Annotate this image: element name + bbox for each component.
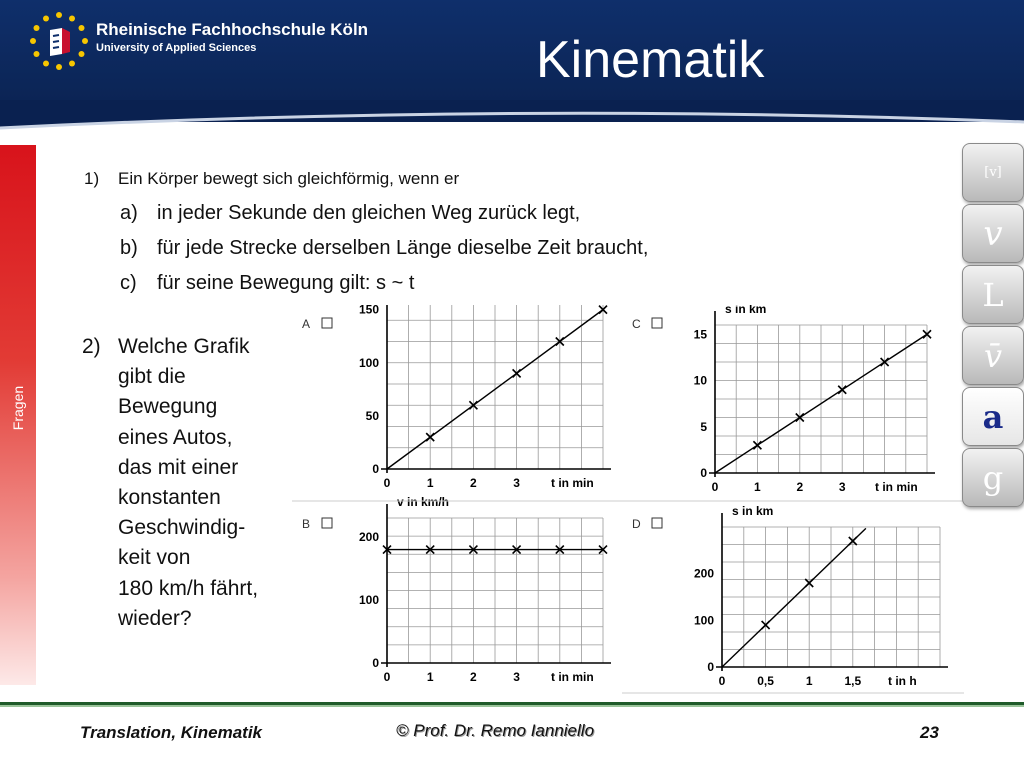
y-tick-label: 100	[358, 355, 379, 370]
y-axis-label: v in km/h	[397, 495, 450, 509]
x-axis-label: t in h	[888, 674, 917, 688]
x-tick-label: 2	[796, 480, 804, 494]
answer-checkbox[interactable]	[322, 318, 332, 328]
x-tick-label: 0	[383, 670, 391, 684]
y-tick-label: 10	[693, 373, 707, 388]
acceleration-icon: a	[982, 397, 1004, 436]
x-tick-label: 2	[470, 670, 477, 684]
y-tick-label: 150	[358, 305, 379, 317]
option-text: für jede Strecke derselben Länge dieselbe Zeit braucht,	[157, 237, 649, 259]
option-letter: a)	[120, 202, 138, 224]
x-tick-label: 0	[383, 476, 391, 490]
y-tick-label: 100	[693, 613, 714, 628]
length-icon: Ⅼ	[982, 275, 1004, 314]
y-tick-label: 0	[707, 660, 714, 674]
university-name: Rheinische Fachhochschule Köln	[96, 20, 369, 39]
y-tick-label: 15	[693, 327, 707, 342]
chart-B	[302, 495, 611, 684]
answer-checkbox[interactable]	[652, 318, 662, 328]
question-2-line: das mit einer	[118, 455, 239, 479]
option-letter: b)	[120, 237, 138, 259]
mean-v-icon: 𝑣̄	[983, 336, 1003, 375]
sidebar-label: Fragen	[10, 385, 26, 431]
y-axis-label: s in km	[732, 504, 774, 518]
vector-v-icon: [v]	[984, 165, 1002, 180]
chart-option-label: D	[632, 517, 641, 531]
nav-button-gravity[interactable]	[962, 448, 1024, 507]
option-text: in jeder Sekunde den gleichen Weg zurück legt,	[157, 202, 581, 224]
y-tick-label: 0	[700, 466, 707, 480]
question-2-line: gibt die	[118, 365, 186, 389]
gravity-icon: g	[982, 458, 1004, 497]
footer-divider-light	[0, 705, 1024, 707]
y-tick-label: 100	[358, 592, 379, 607]
question-1-text: Ein Körper bewegt sich gleichförmig, wenn er	[118, 169, 460, 188]
chart-D	[632, 504, 948, 688]
y-tick-label: 200	[358, 529, 379, 544]
slide-header	[0, 0, 1024, 122]
y-tick-label: 50	[365, 408, 379, 423]
chart-C	[632, 305, 935, 494]
footer-topic: Translation, Kinematik	[80, 723, 263, 742]
slide-title: Kinematik	[536, 31, 765, 89]
x-tick-label: 1	[805, 674, 813, 688]
y-tick-label: 5	[700, 419, 707, 434]
university-subtitle: University of Applied Sciences	[96, 42, 257, 54]
x-tick-label: 0	[711, 480, 719, 494]
question-2-line: eines Autos,	[118, 425, 233, 449]
x-tick-label: 1	[754, 480, 761, 494]
x-axis-label: t in min	[551, 476, 594, 490]
header-curve	[0, 100, 1024, 140]
nav-button-vector[interactable]	[962, 143, 1024, 202]
x-tick-label: 1,5	[844, 674, 862, 688]
nav-button-acceleration[interactable]	[962, 387, 1024, 446]
question-1-number: 1)	[84, 169, 100, 188]
question-2-line: keit von	[118, 546, 191, 570]
y-tick-label: 0	[372, 462, 379, 476]
question-2-line: 180 km/h fährt,	[118, 576, 259, 600]
x-tick-label: 3	[513, 670, 520, 684]
nav-button-velocity[interactable]	[962, 204, 1024, 263]
script-v-icon: 𝑣	[983, 213, 1003, 254]
x-tick-label: 1	[426, 670, 434, 684]
sidebar-fragen	[0, 145, 36, 685]
option-text: für seine Bewegung gilt: s ~ t	[157, 272, 415, 294]
chart-grid	[292, 305, 964, 700]
page-number: 23	[920, 723, 939, 742]
x-tick-label: 0	[718, 674, 726, 688]
question-2-line: konstanten	[118, 486, 221, 510]
x-tick-label: 2	[470, 476, 477, 490]
question-2-number: 2)	[82, 335, 101, 358]
chart-option-label: B	[302, 517, 311, 531]
question-2-text	[118, 332, 298, 634]
rfh-logo-icon	[28, 10, 90, 72]
nav-button-mean-velocity[interactable]	[962, 326, 1024, 385]
question-2-line: Welche Grafik	[118, 335, 250, 358]
answer-checkbox[interactable]	[322, 518, 332, 528]
x-tick-label: 1	[426, 476, 434, 490]
x-axis-label: t in min	[875, 480, 918, 494]
chart-A	[302, 305, 611, 490]
x-axis-label: t in min	[551, 670, 594, 684]
y-axis-label: s in km	[725, 305, 767, 316]
chart-option-label: C	[632, 317, 641, 331]
y-tick-label: 200	[693, 566, 714, 581]
x-tick-label: 3	[513, 476, 520, 490]
y-tick-label: 0	[372, 656, 379, 670]
question-2-line: Bewegung	[118, 395, 218, 419]
x-tick-label: 0,5	[757, 674, 774, 688]
footer-author: © Prof. Dr. Remo Ianniello	[396, 721, 595, 740]
question-2-line: wieder?	[118, 606, 192, 630]
nav-button-length[interactable]	[962, 265, 1024, 324]
chart-option-label: A	[302, 317, 311, 331]
answer-checkbox[interactable]	[652, 518, 662, 528]
x-tick-label: 3	[838, 480, 846, 494]
option-letter: c)	[120, 272, 137, 294]
question-2-line: Geschwindig-	[118, 516, 246, 540]
